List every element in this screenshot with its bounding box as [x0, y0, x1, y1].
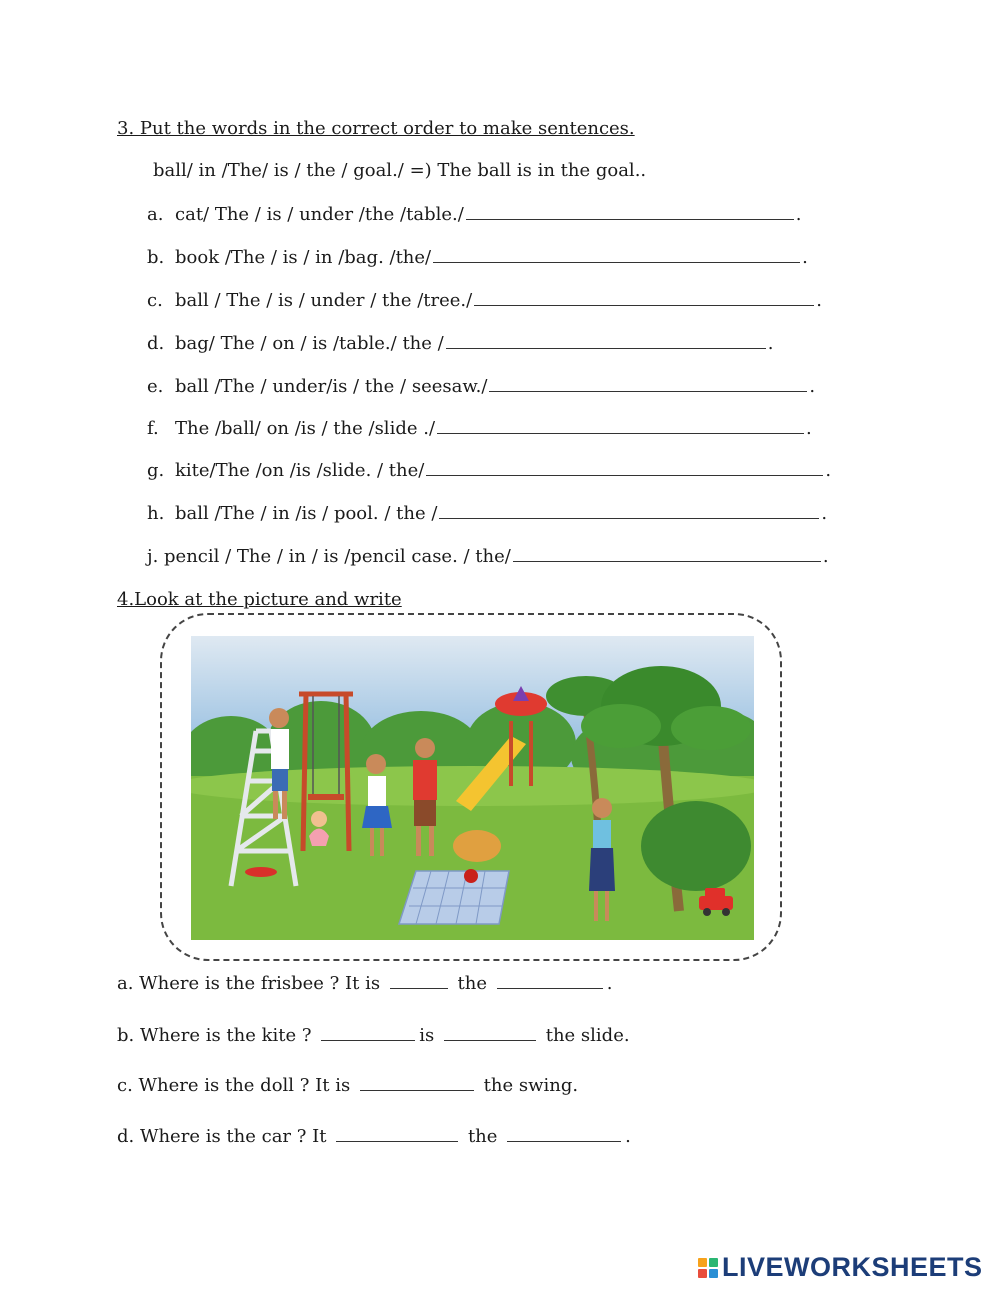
question-text: a. Where is the frisbee ? It is [117, 973, 381, 994]
period: . [606, 973, 613, 994]
question-text: the swing. [483, 1075, 579, 1096]
exercise-item-d [147, 332, 773, 354]
answer-blank[interactable] [360, 1074, 474, 1091]
exercise-item-b [147, 246, 808, 268]
answer-blank[interactable] [507, 1125, 621, 1142]
answer-blank[interactable] [497, 972, 603, 989]
item-letter: a. [147, 204, 164, 225]
exercise-item-c [147, 289, 822, 311]
period: . [795, 204, 802, 225]
item-words: cat/ The / is / under /the /table./ [175, 204, 464, 225]
question-c [117, 1074, 578, 1096]
answer-blank[interactable] [444, 1024, 536, 1041]
question-text: c. Where is the doll ? It is [117, 1075, 351, 1096]
answer-blank[interactable] [437, 417, 804, 434]
section-3-heading: 3. Put the words in the correct order to make sentences. [117, 118, 635, 139]
period: . [809, 376, 816, 397]
logo-icon [698, 1258, 718, 1278]
logo-block [698, 1269, 707, 1278]
period: . [802, 247, 808, 268]
question-text: the slide. [545, 1025, 630, 1046]
logo-block [698, 1258, 707, 1267]
answer-blank[interactable] [446, 332, 766, 349]
item-letter: d. [147, 333, 165, 354]
exercise-item-a [147, 203, 802, 225]
question-text: d. Where is the car ? It [117, 1126, 327, 1147]
exercise-item-f [147, 417, 812, 439]
answer-blank[interactable] [474, 289, 814, 306]
item-letter: f. [147, 418, 159, 439]
item-words: ball /The / in /is / pool. / the / [175, 503, 438, 524]
question-text: the [467, 1126, 498, 1147]
logo-text: LIVEWORKSHEETS [722, 1252, 983, 1282]
answer-blank[interactable] [433, 246, 800, 263]
item-letter: g. [147, 460, 165, 481]
exercise-item-g [147, 459, 831, 481]
item-words: ball / The / is / under / the /tree./ [175, 290, 473, 311]
period: . [625, 1126, 631, 1147]
answer-blank[interactable] [466, 203, 794, 220]
question-d [117, 1125, 631, 1147]
item-words: The /ball/ on /is / the /slide ./ [175, 418, 436, 439]
answer-blank[interactable] [489, 375, 807, 392]
period: . [806, 418, 812, 439]
question-text: the [457, 973, 488, 994]
ball [464, 869, 478, 883]
question-text: b. Where is the kite ? [117, 1025, 312, 1046]
period: . [767, 333, 774, 354]
question-a [117, 972, 612, 994]
item-letter: b. [147, 247, 165, 268]
frisbee [245, 867, 277, 877]
period: . [822, 546, 829, 567]
exercise-item-h [147, 502, 827, 524]
logo-block [709, 1258, 718, 1267]
item-words: bag/ The / on / is /table./ the / [175, 333, 444, 354]
exercise-item-e [147, 375, 815, 397]
answer-blank[interactable] [439, 502, 819, 519]
answer-blank[interactable] [390, 972, 448, 989]
period: . [816, 290, 822, 311]
period: . [825, 460, 832, 481]
item-words: j. pencil / The / in / is /pencil case. / the/ [147, 546, 511, 567]
liveworksheets-logo[interactable] [698, 1252, 983, 1283]
answer-blank[interactable] [336, 1125, 458, 1142]
item-words: kite/The /on /is /slide. / the/ [175, 460, 425, 481]
example-sentence: ball/ in /The/ is / the / goal./ =) The ball is in the goal.. [153, 160, 647, 181]
answer-blank[interactable] [321, 1024, 415, 1041]
item-words: book /The / is / in /bag. /the/ [175, 247, 432, 268]
item-words: ball /The / under/is / the / seesaw./ [175, 376, 488, 397]
question-text: is [419, 1025, 435, 1046]
exercise-item-j [147, 545, 829, 567]
park-illustration [191, 636, 754, 940]
picnic-blanket [399, 871, 509, 924]
section-4-heading: 4.Look at the picture and write [117, 589, 402, 610]
answer-blank[interactable] [513, 545, 821, 562]
item-letter: e. [147, 376, 164, 397]
answer-blank[interactable] [426, 459, 823, 476]
item-letter: h. [147, 503, 165, 524]
question-b [117, 1024, 630, 1046]
picnic-basket [453, 830, 501, 862]
logo-block [709, 1269, 718, 1278]
bush [641, 801, 751, 891]
item-letter: c. [147, 290, 163, 311]
period: . [821, 503, 828, 524]
